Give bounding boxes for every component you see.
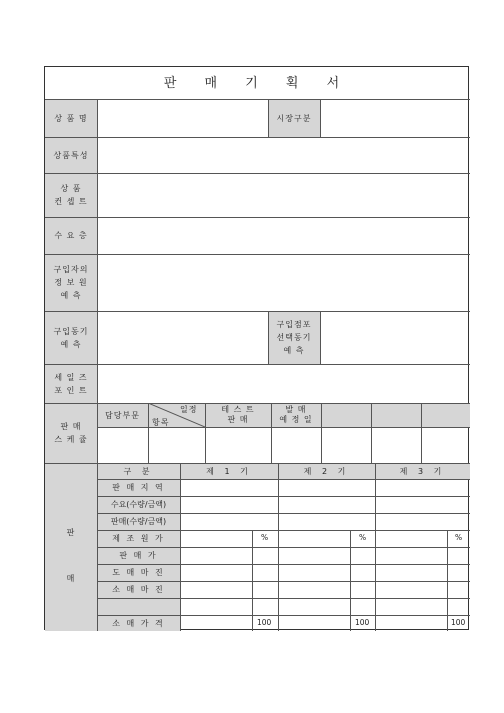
label-line: 컨 셉 트 [54,197,88,206]
product-concept-label [45,173,97,217]
manufacturing-cost-label: 제 조 원 가 [112,534,165,543]
sales-point-label [45,364,97,403]
label-line: 상품특성 [53,150,89,160]
line [375,463,376,631]
label-line: 예 측 [60,339,82,349]
line [421,403,422,463]
department-header: 담당부문 [105,410,140,420]
line [320,99,321,137]
sales-side-label [45,479,97,631]
item-header: 항목 [152,418,170,427]
release-date-header [271,403,321,427]
retail-price-100: 100 [451,618,466,627]
buyer-info-label [45,254,97,311]
percent-sign: % [455,533,463,542]
label-line: 판 매 [60,422,82,431]
test-sales-header [205,403,271,427]
label-line: 포 인 트 [54,385,88,395]
line [180,463,181,631]
label-line: 선택동기 [276,333,312,342]
line [45,254,470,255]
percent-sign: % [359,533,367,542]
label-line: 판 매 [227,415,249,424]
line [45,173,470,174]
label-line: 발 매 [285,405,307,414]
label-line: 판 [66,527,76,537]
demand-layer-label: 수 요 층 [54,231,88,240]
label-line: 예 측 [283,346,305,355]
line [45,311,470,312]
line [350,530,351,631]
line [45,217,470,218]
line [321,403,322,463]
label-line: 테 스 트 [221,405,255,414]
demand-label: 수요(수량/금액) [110,500,167,509]
sales-plan-form [44,66,469,630]
label-line: 구입동기 [53,326,89,336]
line [45,137,470,138]
date-header: 일정 [180,405,198,414]
line [252,530,253,631]
retail-price-100: 100 [257,618,272,627]
retail-price-100: 100 [355,618,370,627]
label-line: 구입자의 [53,265,89,274]
purchase-motive-label [45,311,97,364]
store-motive-label [268,311,320,364]
market-type-label: 시장구분 [276,113,312,123]
period-2-header: 제 2 기 [303,466,350,476]
sales-region-label: 판 매 지 역 [112,483,165,492]
period-1-header: 제 1 기 [206,466,252,476]
period-3-header: 제 3 기 [399,466,446,476]
label-line: 구입점포 [276,320,312,329]
line [278,463,279,631]
label-line: 예 정 일 [279,415,313,424]
page-title: 판 매 기 획 서 [163,75,352,91]
retail-price-label: 소 매 가 격 [112,618,165,628]
blank-row-label [97,598,180,615]
line [371,403,372,463]
label-line: 상 품 [60,184,82,193]
schedule-label [45,403,97,463]
product-features-label [45,137,97,173]
label-line: 예 측 [60,291,82,300]
wholesale-margin-label: 도 매 마 진 [112,568,165,577]
division-header: 구 분 [123,466,154,476]
line [45,364,470,365]
sales-qty-label: 판매(수량/금액) [110,517,167,526]
line [447,530,448,631]
label-line: 정 보 원 [54,278,88,287]
percent-sign: % [261,533,269,542]
line [320,311,321,364]
retail-margin-label: 소 매 마 진 [112,585,165,594]
product-name-label: 상 품 명 [54,113,88,123]
label-line: 세 일 즈 [54,372,88,382]
sales-price-label: 판 매 가 [119,551,158,560]
label-line: 스 케 쥴 [54,435,88,444]
line [45,99,470,100]
label-line: 매 [66,573,76,583]
